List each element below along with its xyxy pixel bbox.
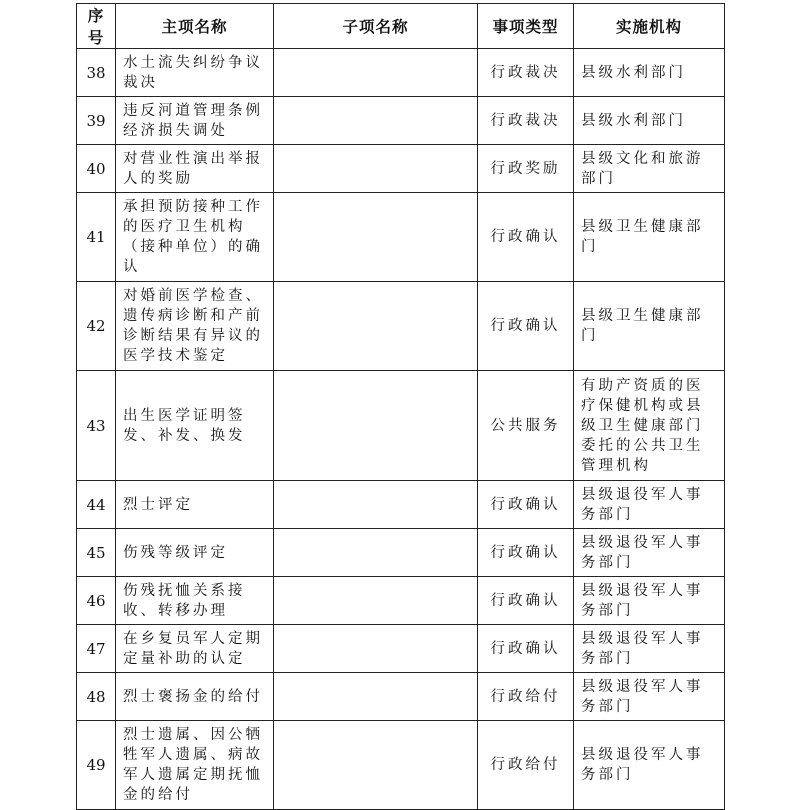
main-item-name: 伤残抚恤关系接收、转移办理	[116, 577, 274, 625]
item-type: 行政确认	[478, 481, 574, 529]
item-type: 行政确认	[478, 193, 574, 282]
table-row	[77, 371, 725, 481]
implementing-agency: 县级文化和旅游部门	[574, 145, 725, 193]
row-number: 43	[77, 371, 116, 481]
item-type: 行政确认	[478, 577, 574, 625]
main-item-name: 出生医学证明签发、补发、换发	[116, 371, 274, 481]
sub-item-name	[274, 673, 478, 721]
sub-item-name	[274, 721, 478, 810]
main-item-name: 烈士评定	[116, 481, 274, 529]
header-item-type: 事项类型	[478, 4, 574, 49]
sub-item-name	[274, 49, 478, 97]
table-row	[77, 577, 725, 625]
sub-item-name	[274, 193, 478, 282]
items-table	[76, 3, 725, 810]
item-type: 行政裁决	[478, 49, 574, 97]
item-type: 行政确认	[478, 282, 574, 371]
implementing-agency: 县级水利部门	[574, 49, 725, 97]
main-item-name: 承担预防接种工作的医疗卫生机构（接种单位）的确认	[116, 193, 274, 282]
implementing-agency: 县级卫生健康部门	[574, 193, 725, 282]
table-row	[77, 673, 725, 721]
header-sub-item: 子项名称	[274, 4, 478, 49]
table-row	[77, 49, 725, 97]
row-number: 49	[77, 721, 116, 810]
header-main-item: 主项名称	[116, 4, 274, 49]
table-row	[77, 625, 725, 673]
implementing-agency: 有助产资质的医疗保健机构或县级卫生健康部门委托的公共卫生管理机构	[574, 371, 725, 481]
main-item-name: 对婚前医学检查、遗传病诊断和产前诊断结果有异议的医学技术鉴定	[116, 282, 274, 371]
row-number: 44	[77, 481, 116, 529]
sub-item-name	[274, 625, 478, 673]
item-type: 行政确认	[478, 529, 574, 577]
table-row	[77, 193, 725, 282]
sub-item-name	[274, 282, 478, 371]
header-seq: 序号	[77, 4, 116, 49]
main-item-name: 水土流失纠纷争议裁决	[116, 49, 274, 97]
main-item-name: 伤残等级评定	[116, 529, 274, 577]
table-row	[77, 721, 725, 810]
main-item-name: 烈士遗属、因公牺牲军人遗属、病故军人遗属定期抚恤金的给付	[116, 721, 274, 810]
row-number: 39	[77, 97, 116, 145]
header-agency: 实施机构	[574, 4, 725, 49]
row-number: 47	[77, 625, 116, 673]
row-number: 48	[77, 673, 116, 721]
table-row	[77, 145, 725, 193]
row-number: 42	[77, 282, 116, 371]
item-type: 行政给付	[478, 721, 574, 810]
row-number: 45	[77, 529, 116, 577]
table-row	[77, 481, 725, 529]
item-type: 公共服务	[478, 371, 574, 481]
sub-item-name	[274, 481, 478, 529]
main-item-name: 对营业性演出举报人的奖励	[116, 145, 274, 193]
sub-item-name	[274, 529, 478, 577]
main-item-name: 在乡复员军人定期定量补助的认定	[116, 625, 274, 673]
main-item-name: 违反河道管理条例经济损失调处	[116, 97, 274, 145]
header-row	[77, 4, 725, 49]
table-row	[77, 97, 725, 145]
implementing-agency: 县级退役军人事务部门	[574, 529, 725, 577]
row-number: 40	[77, 145, 116, 193]
table-row	[77, 282, 725, 371]
sub-item-name	[274, 371, 478, 481]
item-type: 行政奖励	[478, 145, 574, 193]
table-row	[77, 529, 725, 577]
sub-item-name	[274, 145, 478, 193]
item-type: 行政给付	[478, 673, 574, 721]
row-number: 41	[77, 193, 116, 282]
implementing-agency: 县级卫生健康部门	[574, 282, 725, 371]
implementing-agency: 县级退役军人事务部门	[574, 625, 725, 673]
implementing-agency: 县级水利部门	[574, 97, 725, 145]
row-number: 38	[77, 49, 116, 97]
implementing-agency: 县级退役军人事务部门	[574, 577, 725, 625]
item-type: 行政确认	[478, 625, 574, 673]
row-number: 46	[77, 577, 116, 625]
sub-item-name	[274, 97, 478, 145]
implementing-agency: 县级退役军人事务部门	[574, 673, 725, 721]
implementing-agency: 县级退役军人事务部门	[574, 481, 725, 529]
main-item-name: 烈士褒扬金的给付	[116, 673, 274, 721]
item-type: 行政裁决	[478, 97, 574, 145]
implementing-agency: 县级退役军人事务部门	[574, 721, 725, 810]
sub-item-name	[274, 577, 478, 625]
